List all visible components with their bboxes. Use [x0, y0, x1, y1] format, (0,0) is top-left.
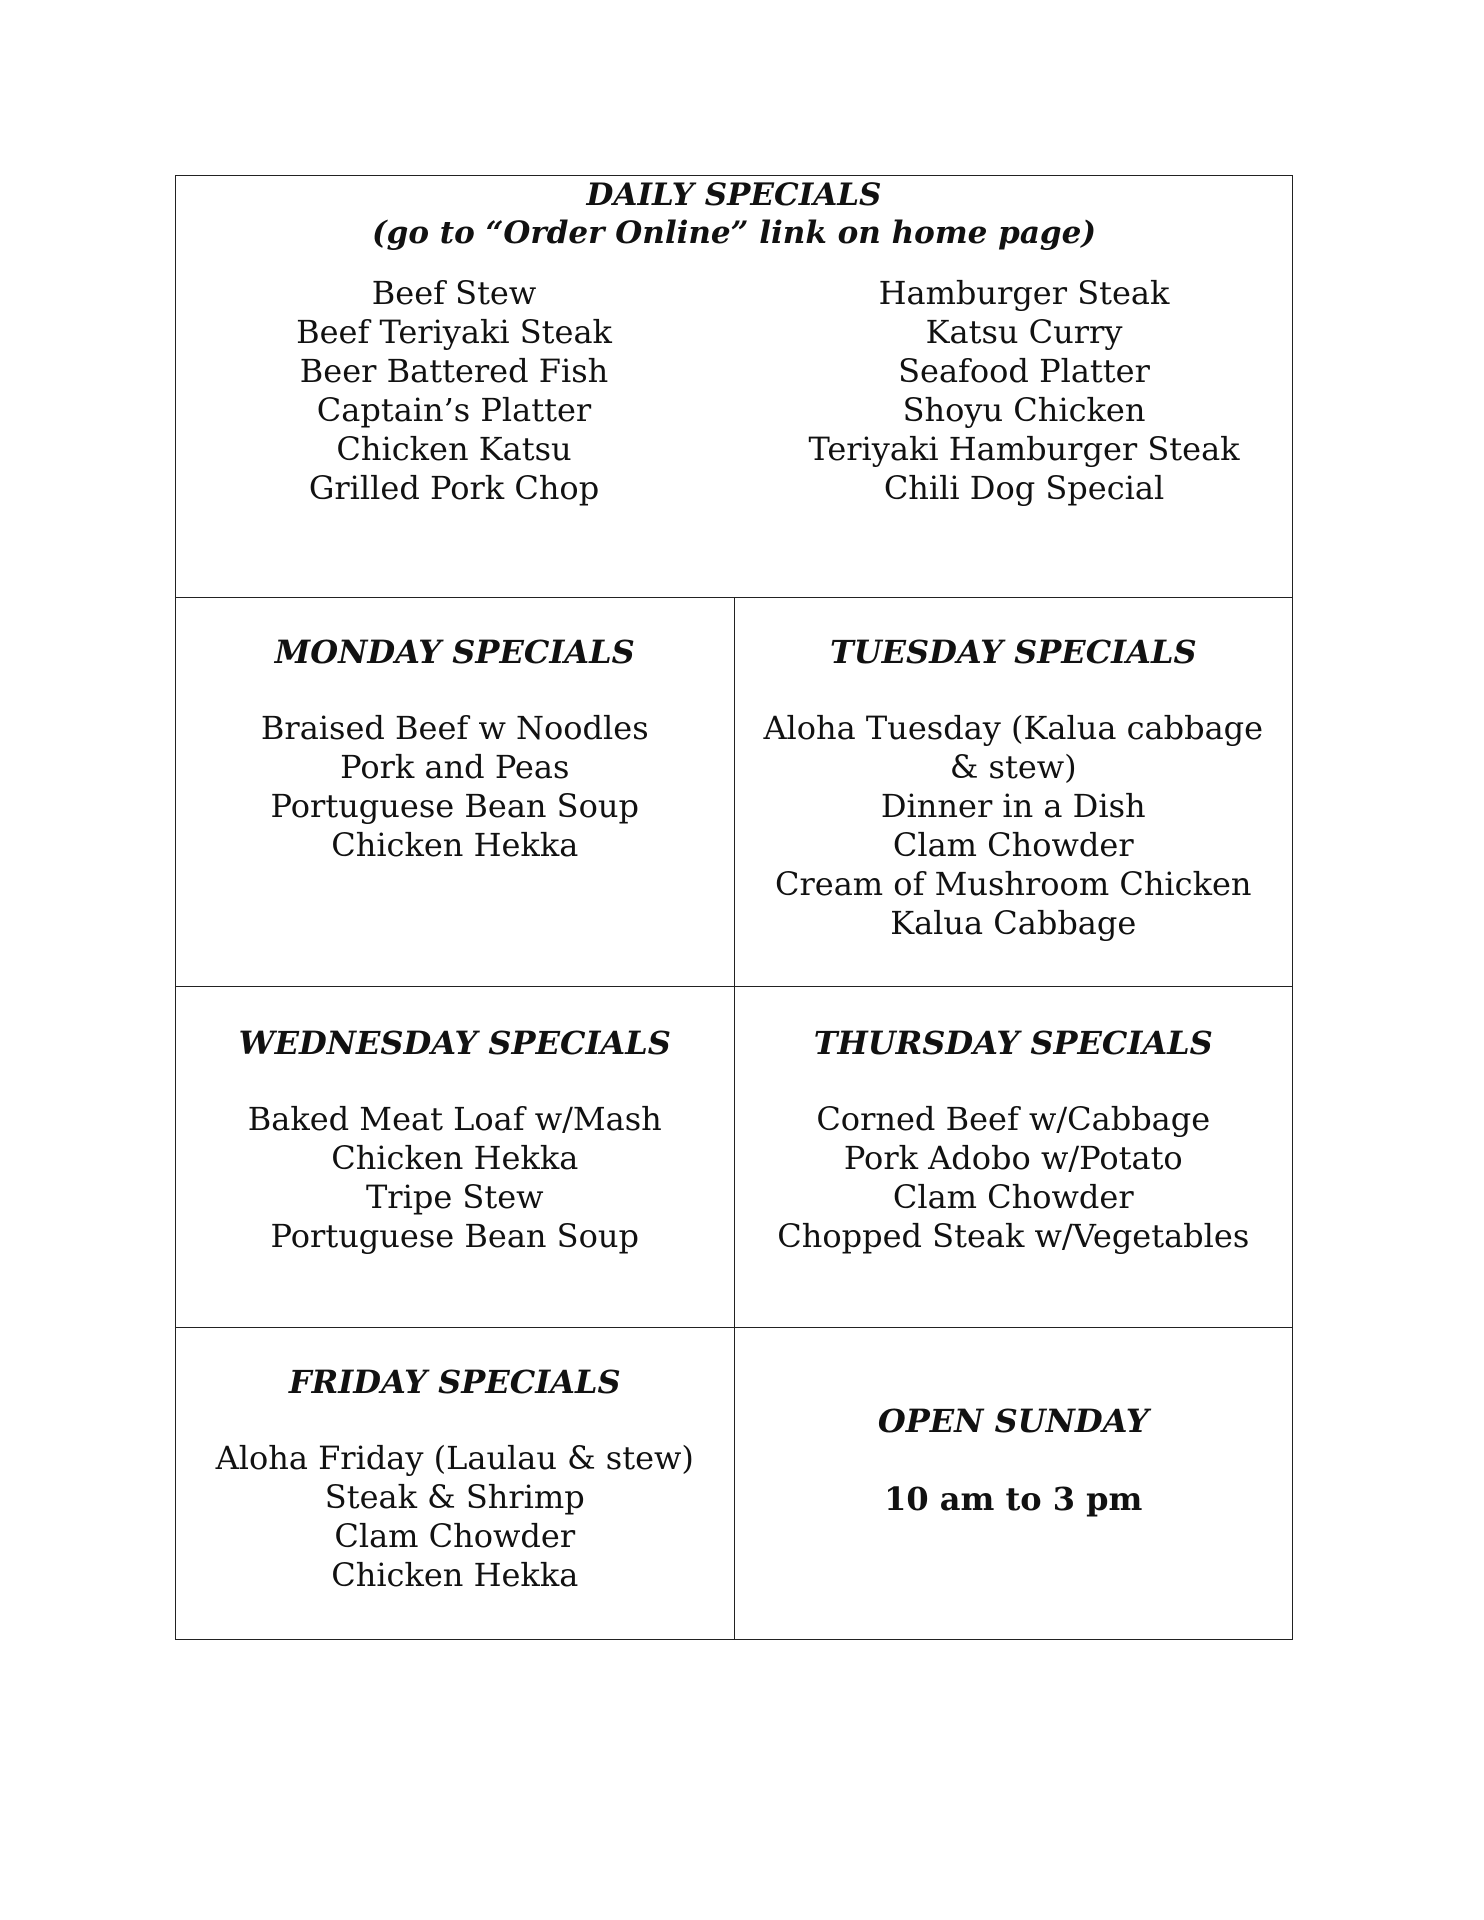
daily-specials-right-list	[722, 274, 1292, 508]
menu-item: Chicken Hekka	[331, 826, 579, 864]
daily-specials-columns	[176, 274, 1292, 508]
friday-specials-heading: FRIDAY SPECIALS	[288, 1363, 621, 1401]
monday-tuesday-row	[176, 597, 1292, 986]
open-sunday-heading: OPEN SUNDAY	[877, 1402, 1149, 1440]
menu-item: Aloha Tuesday (Kalua cabbage	[763, 709, 1264, 747]
menu-item: Captain’s Platter	[316, 391, 592, 429]
monday-specials-list	[176, 709, 734, 865]
menu-item: Hamburger Steak	[878, 274, 1170, 312]
menu-item: Katsu Curry	[925, 313, 1123, 351]
menu-item: Tripe Stew	[365, 1178, 544, 1216]
daily-specials-left-list	[176, 274, 722, 508]
menu-item: Baked Meat Loaf w/Mash	[247, 1100, 662, 1138]
menu-item: Dinner in a Dish	[880, 787, 1146, 825]
menu-item: Chicken Hekka	[331, 1139, 579, 1177]
monday-specials-cell	[176, 598, 734, 986]
thursday-specials-list	[735, 1100, 1293, 1256]
menu-item: Braised Beef w Noodles	[260, 709, 649, 747]
monday-specials-heading: MONDAY SPECIALS	[274, 633, 635, 671]
daily-specials-title: DAILY SPECIALS	[586, 177, 882, 213]
menu-item: Beef Teriyaki Steak	[296, 313, 612, 351]
menu-item: Clam Chowder	[334, 1517, 576, 1555]
menu-item: Seafood Platter	[898, 352, 1150, 390]
wednesday-specials-list	[176, 1100, 734, 1256]
friday-sunday-row	[176, 1327, 1292, 1639]
menu-item: Beer Battered Fish	[299, 352, 609, 390]
menu-item: Clam Chowder	[892, 1178, 1134, 1216]
menu-item: Teriyaki Hamburger Steak	[808, 430, 1240, 468]
thursday-specials-cell	[734, 987, 1293, 1327]
menu-item: Portuguese Bean Soup	[270, 1217, 639, 1255]
menu-item: Beef Stew	[371, 274, 537, 312]
menu-item: Pork and Peas	[340, 748, 570, 786]
tuesday-specials-heading: TUESDAY SPECIALS	[829, 633, 1197, 671]
menu-item: Portuguese Bean Soup	[270, 787, 639, 825]
menu-item: Pork Adobo w/Potato	[843, 1139, 1183, 1177]
tuesday-specials-cell	[734, 598, 1293, 986]
friday-specials-list	[176, 1439, 734, 1595]
menu-item: Corned Beef w/Cabbage	[816, 1100, 1211, 1138]
daily-specials-row	[176, 176, 1292, 597]
menu-item: Clam Chowder	[892, 826, 1134, 864]
menu-item: Shoyu Chicken	[902, 391, 1146, 429]
wednesday-specials-heading: WEDNESDAY SPECIALS	[238, 1024, 671, 1062]
menu-item: Grilled Pork Chop	[308, 469, 600, 507]
menu-item: Cream of Mushroom Chicken	[774, 865, 1252, 903]
daily-specials-subtitle: (go to “Order Online” link on home page)	[371, 215, 1096, 251]
thursday-specials-heading: THURSDAY SPECIALS	[813, 1024, 1213, 1062]
specials-table	[175, 175, 1293, 1640]
menu-item: Chili Dog Special	[883, 469, 1165, 507]
menu-item: Steak & Shrimp	[324, 1478, 585, 1516]
menu-item: Chopped Steak w/Vegetables	[777, 1217, 1250, 1255]
menu-item: Chicken Hekka	[331, 1556, 579, 1594]
menu-item: & stew)	[949, 748, 1077, 786]
friday-specials-cell	[176, 1328, 734, 1639]
open-sunday-cell	[734, 1328, 1293, 1639]
menu-item: Chicken Katsu	[336, 430, 572, 468]
tuesday-specials-list	[735, 709, 1293, 943]
menu-item: Aloha Friday (Laulau & stew)	[215, 1439, 694, 1477]
menu-item: Kalua Cabbage	[890, 904, 1137, 942]
wednesday-thursday-row	[176, 986, 1292, 1327]
wednesday-specials-cell	[176, 987, 734, 1327]
sunday-hours: 10 am to 3 pm	[884, 1480, 1143, 1518]
daily-specials-cell	[176, 176, 1292, 597]
